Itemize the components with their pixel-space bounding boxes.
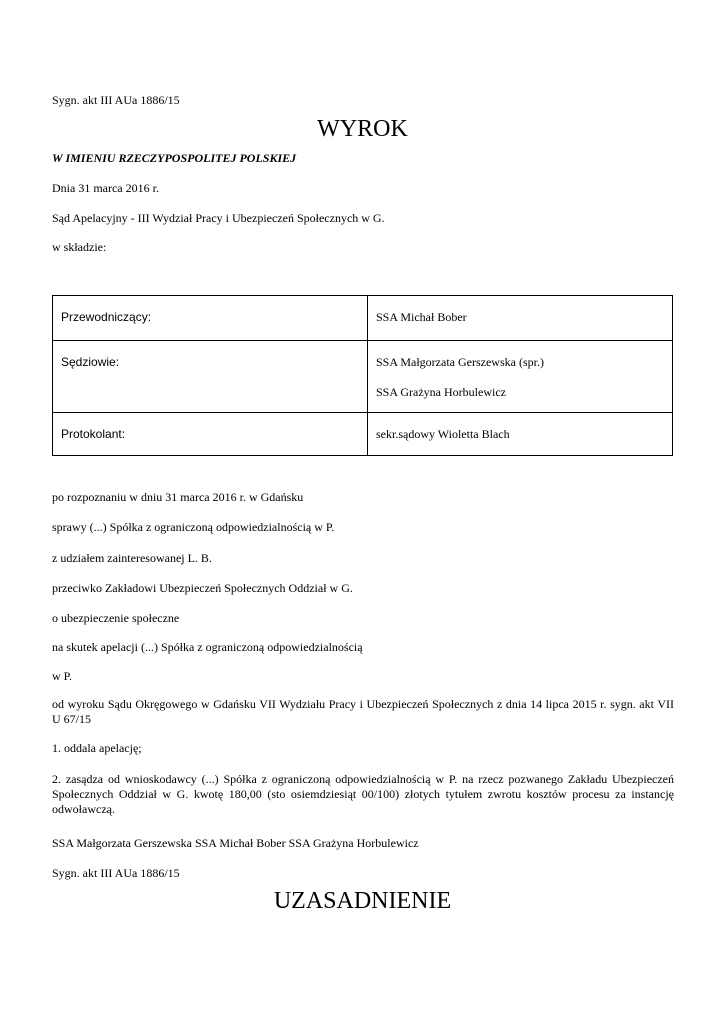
case-signature: Sygn. akt III AUa 1886/15	[52, 93, 180, 107]
judgment-date: Dnia 31 marca 2016 r.	[52, 181, 159, 195]
justification-title: UZASADNIENIE	[273, 888, 452, 914]
in-the-name-heading: W IMIENIU RZECZYPOSPOLITEJ POLSKIEJ	[52, 151, 297, 165]
appeal-paragraph: na skutek apelacji (...) Spółka z ograniczoną odpowiedzialnością	[52, 640, 363, 654]
judge-name-1: SSA Małgorzata Gerszewska (spr.)	[376, 355, 544, 369]
judges-signatures: SSA Małgorzata Gerszewska SSA Michał Bober SSA Grażyna Horbulewicz	[52, 836, 419, 850]
role-label-presiding: Przewodniczący:	[53, 296, 368, 341]
lower-court-paragraph: od wyroku Sądu Okręgowego w Gdańsku VII Wydziału Pracy i Ubezpieczeń Społecznych z dnia 14 lipca 2015 r. sygn. akt VII U 67/15	[52, 697, 674, 726]
hearing-paragraph: po rozpoznaniu w dniu 31 marca 2016 r. w Gdańsku	[52, 490, 304, 504]
ruling-item-1: 1. oddala apelację;	[52, 741, 142, 755]
case-party-paragraph: sprawy (...) Spółka z ograniczoną odpowiedzialnością w P.	[52, 520, 335, 534]
role-label-judges: Sędziowie:	[53, 341, 368, 413]
presiding-judge-name: SSA Michał Bober	[376, 310, 467, 324]
clerk-cell	[368, 413, 673, 456]
interested-party-paragraph: z udziałem zainteresowanej L. B.	[52, 551, 212, 565]
court-name: Sąd Apelacyjny - III Wydział Pracy i Ubezpieczeń Społecznych w G.	[52, 211, 385, 225]
judges-cell	[368, 341, 673, 413]
footer-case-signature: Sygn. akt III AUa 1886/15	[52, 866, 180, 880]
table-row	[53, 341, 673, 413]
table-row	[53, 296, 673, 341]
appeal-location-paragraph: w P.	[52, 669, 73, 683]
ruling-item-2: 2. zasądza od wnioskodawcy (...) Spółka z ograniczoną odpowiedzialnością w P. na rzecz pozwanego Zakładu Ubezpieczeń Społecznych Oddział w G. kwotę 180,00 (sto osiemdziesiąt 00/100) złotych tytułem zwrotu kosztów procesu za instancję odwoławczą.	[52, 772, 674, 816]
defendant-paragraph: przeciwko Zakładowi Ubezpieczeń Społecznych Oddział w G.	[52, 581, 353, 595]
presiding-judge-cell	[368, 296, 673, 341]
court-panel-table	[52, 295, 673, 456]
subject-paragraph: o ubezpieczenie społeczne	[52, 611, 180, 625]
role-label-clerk: Protokolant:	[53, 413, 368, 456]
judge-name-2: SSA Grażyna Horbulewicz	[376, 385, 506, 399]
document-title: WYROK	[317, 116, 408, 142]
table-row	[53, 413, 673, 456]
clerk-name: sekr.sądowy Wioletta Blach	[376, 427, 510, 441]
composition-label: w składzie:	[52, 240, 107, 254]
